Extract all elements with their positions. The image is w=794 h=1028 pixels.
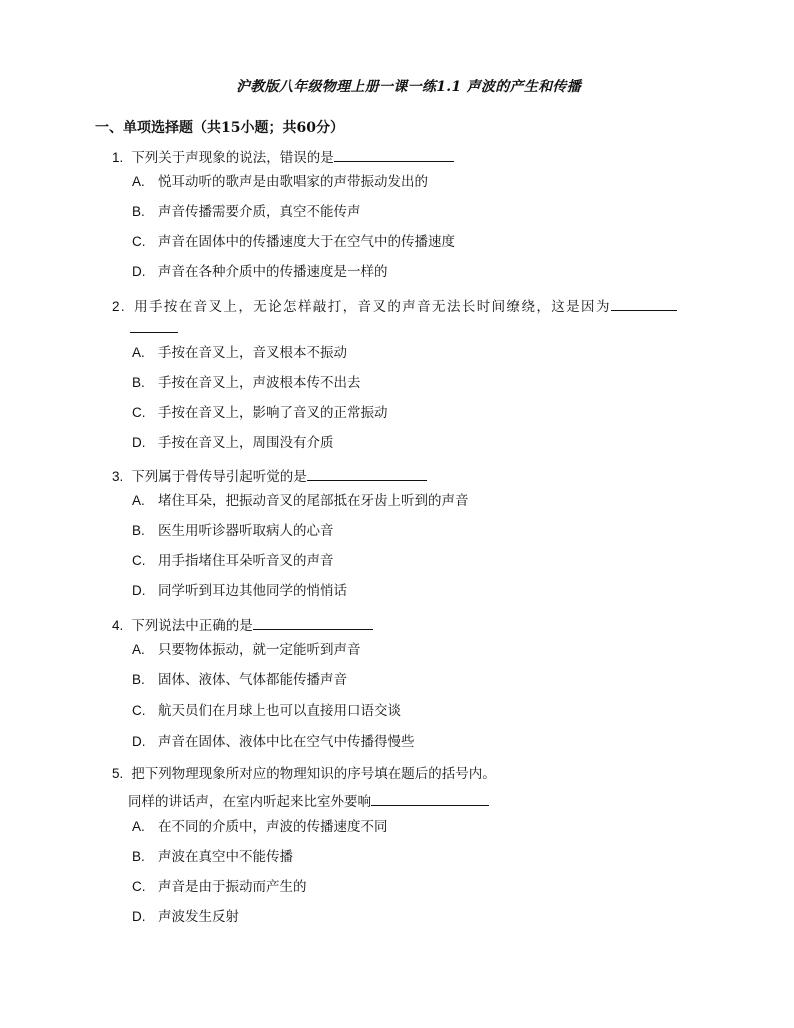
option-1b[interactable] [132, 203, 361, 221]
option-label: A. [132, 174, 145, 189]
option-label: D. [132, 583, 146, 598]
question-stem: 下列关于声现象的说法，错误的是 [131, 150, 334, 166]
option-2d[interactable] [132, 434, 334, 452]
option-2a[interactable] [132, 344, 347, 362]
option-text: 手按在音叉上，周围没有介质 [158, 435, 334, 451]
answer-blank[interactable] [130, 318, 178, 333]
question-3 [112, 466, 427, 486]
option-4d[interactable] [132, 733, 415, 751]
question-stem: 下列属于骨传导引起听觉的是 [131, 469, 307, 485]
option-label: A. [132, 819, 145, 834]
option-3b[interactable] [132, 522, 334, 540]
option-label: A. [132, 642, 145, 657]
question-number: 2. [112, 299, 127, 314]
option-4c[interactable] [132, 702, 401, 720]
option-text: 声音是由于振动而产生的 [158, 879, 307, 895]
option-1a[interactable] [132, 173, 428, 191]
question-4 [112, 615, 373, 635]
option-label: B. [132, 375, 145, 390]
option-label: A. [132, 345, 145, 360]
section-heading: 一、单项选择题（共15小题；共60分） [95, 120, 344, 136]
option-4b[interactable] [132, 671, 347, 689]
option-label: C. [132, 234, 146, 249]
option-label: B. [132, 204, 145, 219]
answer-blank[interactable] [253, 615, 373, 630]
option-label: C. [132, 405, 146, 420]
option-text: 医生用听诊器听取病人的心音 [158, 523, 334, 539]
option-text: 声波在真空中不能传播 [158, 849, 293, 865]
question-2-blank-continued [130, 318, 178, 338]
question-5-substem [128, 791, 489, 811]
option-label: D. [132, 435, 146, 450]
question-number: 5. [112, 766, 124, 781]
option-label: C. [132, 879, 146, 894]
option-3a[interactable] [132, 492, 469, 510]
option-text: 同学听到耳边其他同学的悄悄话 [158, 583, 347, 599]
question-stem: 把下列物理现象所对应的物理知识的序号填在题后的括号内。 [131, 766, 496, 782]
option-text: 声音在固体中的传播速度大于在空气中的传播速度 [158, 234, 455, 250]
option-label: C. [132, 553, 146, 568]
question-stem: 用手按在音叉上，无论怎样敲打，音叉的声音无法长时间缭绕，这是因为 [134, 299, 611, 315]
document-title: 沪教版八年级物理上册一课一练1.1 声波的产生和传播 [236, 79, 582, 95]
option-text: 用手指堵住耳朵听音叉的声音 [158, 553, 334, 569]
option-3d[interactable] [132, 582, 347, 600]
option-4a[interactable] [132, 641, 361, 659]
option-label: B. [132, 523, 145, 538]
question-number: 3. [112, 469, 124, 484]
option-text: 在不同的介质中，声波的传播速度不同 [158, 819, 388, 835]
option-2c[interactable] [132, 404, 388, 422]
answer-blank[interactable] [371, 791, 489, 806]
option-5d[interactable] [132, 908, 239, 926]
option-label: B. [132, 672, 145, 687]
option-text: 悦耳动听的歌声是由歌唱家的声带振动发出的 [158, 174, 428, 190]
question-substem: 同样的讲话声，在室内听起来比室外要响 [128, 794, 371, 810]
option-text: 手按在音叉上，声波根本传不出去 [158, 375, 361, 391]
option-5a[interactable] [132, 818, 388, 836]
option-5c[interactable] [132, 878, 307, 896]
option-label: D. [132, 264, 146, 279]
option-text: 只要物体振动，就一定能听到声音 [158, 642, 361, 658]
option-text: 手按在音叉上，音叉根本不振动 [158, 345, 347, 361]
option-3c[interactable] [132, 552, 334, 570]
option-5b[interactable] [132, 848, 293, 866]
answer-blank[interactable] [611, 296, 677, 311]
option-text: 声波发生反射 [158, 909, 239, 925]
answer-blank[interactable] [307, 466, 427, 481]
option-text: 堵住耳朵，把振动音叉的尾部抵在牙齿上听到的声音 [158, 493, 469, 509]
option-label: A. [132, 493, 145, 508]
option-label: C. [132, 703, 146, 718]
option-text: 固体、液体、气体都能传播声音 [158, 672, 347, 688]
question-1 [112, 147, 454, 167]
option-text: 航天员们在月球上也可以直接用口语交谈 [158, 703, 401, 719]
answer-blank[interactable] [334, 147, 454, 162]
option-text: 声音在各种介质中的传播速度是一样的 [158, 264, 388, 280]
question-number: 4. [112, 618, 124, 633]
option-label: D. [132, 734, 146, 749]
option-text: 手按在音叉上，影响了音叉的正常振动 [158, 405, 388, 421]
question-number: 1. [112, 150, 124, 165]
option-label: B. [132, 849, 145, 864]
option-label: D. [132, 909, 146, 924]
option-2b[interactable] [132, 374, 361, 392]
question-2 [112, 296, 677, 316]
option-text: 声音在固体、液体中比在空气中传播得慢些 [158, 734, 415, 750]
option-1d[interactable] [132, 263, 388, 281]
option-1c[interactable] [132, 233, 455, 251]
question-5 [112, 765, 496, 783]
option-text: 声音传播需要介质，真空不能传声 [158, 204, 361, 220]
question-stem: 下列说法中正确的是 [131, 618, 253, 634]
